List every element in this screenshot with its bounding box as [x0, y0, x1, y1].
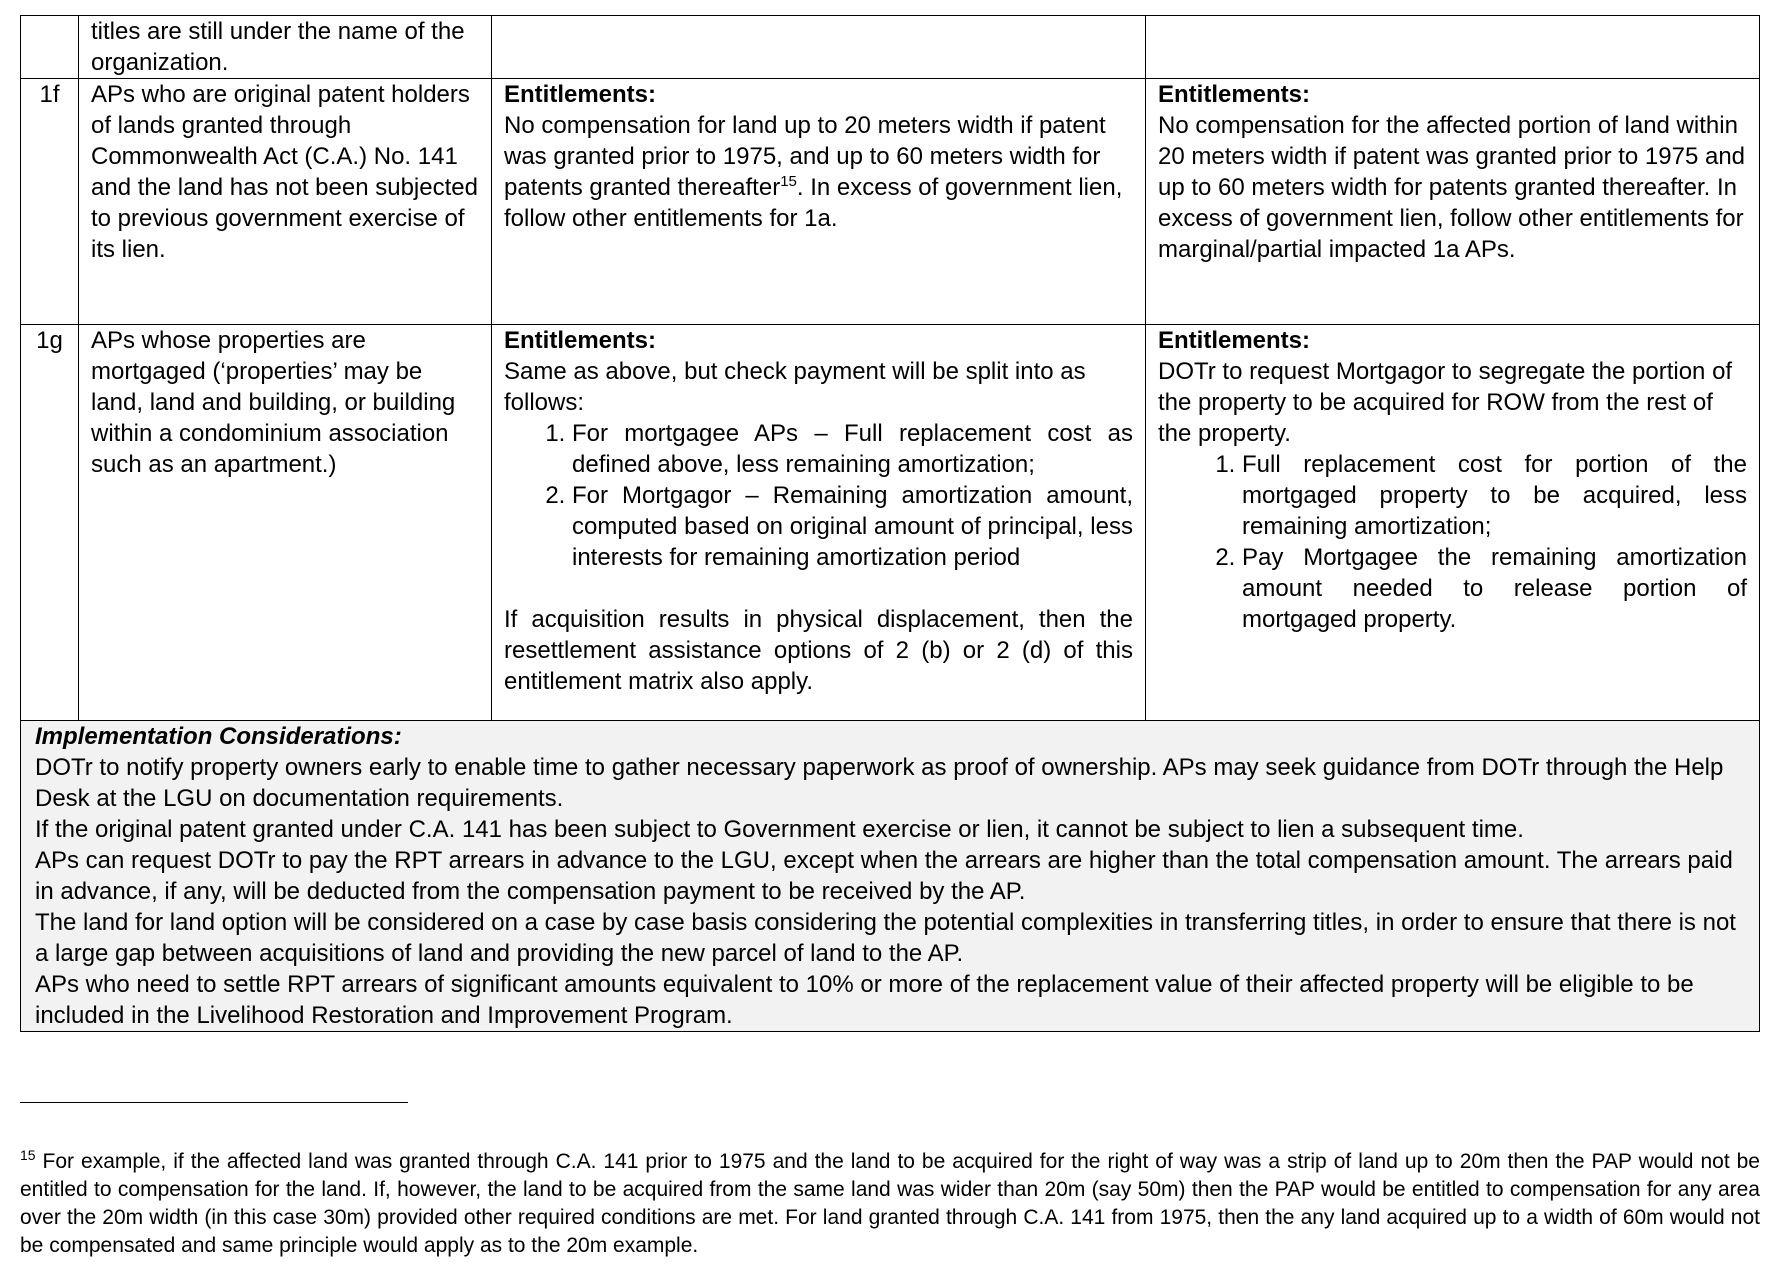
entitlements-list — [1158, 449, 1747, 635]
implementation-paragraph: DOTr to notify property owners early to enable time to gather necessary paperwork as proof of ownership. APs may seek guidance from DOTr through the Help Desk at the LGU on documentation requirements. — [35, 754, 1724, 812]
implementation-row — [21, 721, 1760, 1032]
entitlements-list — [504, 418, 1133, 573]
ap-description-cell: titles are still under the name of the organization. — [79, 16, 492, 79]
list-item: 2. Pay Mortgagee the remaining amortization amount needed to release portion of mortgaged property. — [1242, 542, 1747, 635]
list-item: 1. For mortgagee APs – Full replacement cost as defined above, less remaining amortization; — [572, 418, 1133, 480]
implementation-considerations-cell — [21, 721, 1760, 1032]
entitlements-cell — [492, 325, 1146, 721]
row-id-cell: 1f — [21, 79, 79, 325]
ap-description-cell: APs whose properties are mortgaged (‘properties’ may be land, land and building, or building within a condominium association such as an apartment.) — [79, 325, 492, 721]
entitlements-cell — [1146, 79, 1760, 325]
row-id-cell — [21, 16, 79, 79]
ap-description-cell: APs who are original patent holders of lands granted through Commonwealth Act (C.A.) No. 141 and the land has not been subjected to previous government exercise of its lien. — [79, 79, 492, 325]
entitlements-heading: Entitlements: — [1158, 327, 1311, 354]
implementation-paragraph: APs can request DOTr to pay the RPT arrears in advance to the LGU, except when the arrears are higher than the total compensation amount. The arrears paid in advance, if any, will be deducted from the compensation payment to be received by the AP. — [35, 847, 1733, 905]
footnote-text: For example, if the affected land was granted through C.A. 141 prior to 1975 and the land to be acquired for the right of way was a strip of land up to 20m then the PAP would not be entitled to compensation for the land. If, however, the land to be acquired from the same land was wider than 20m (say 50m) then the PAP would be entitled to compensation for any area over the 20m width (in this case 30m) provided other required conditions are met. For land granted through C.A. 141 from 1975, then the any land acquired up to a width of 60m would not be compensated and same principle would apply as to the 20m example. — [20, 1150, 1760, 1257]
entitlements-text — [504, 110, 1133, 234]
table-row-continued — [21, 16, 1760, 79]
table-row-1g — [21, 325, 1760, 721]
list-item: 1. Full replacement cost for portion of the mortgaged property to be acquired, less remaining amortization; — [1242, 449, 1747, 542]
entitlements-heading: Entitlements: — [504, 81, 657, 108]
entitlements-heading: Entitlements: — [504, 327, 657, 354]
entitlements-text: No compensation for the affected portion of land within 20 meters width if patent was granted prior to 1975 and up to 60 meters width for patents granted thereafter. In excess of government lien, follow other entitlements for marginal/partial impacted 1a APs. — [1158, 112, 1746, 263]
footnote-separator — [20, 1102, 408, 1103]
footnote-number: 15 — [20, 1147, 36, 1163]
entitlements-cell — [492, 79, 1146, 325]
displacement-note: If acquisition results in physical displacement, then the resettlement assistance options of 2 (b) or 2 (d) of this entitlement matrix also apply. — [504, 606, 1133, 695]
table-row-1f — [21, 79, 1760, 325]
entitlements-intro: Same as above, but check payment will be split into as follows: — [504, 358, 1086, 416]
entitlements-heading: Entitlements: — [1158, 81, 1311, 108]
entitlements-cell — [1146, 325, 1760, 721]
implementation-paragraph: If the original patent granted under C.A. 141 has been subject to Government exercise or lien, it cannot be subject to lien a subsequent time. — [35, 816, 1524, 843]
footnote-reference[interactable]: 15 — [780, 173, 797, 190]
entitlements-intro: DOTr to request Mortgagor to segregate the portion of the property to be acquired for ROW from the rest of the property. — [1158, 358, 1733, 447]
footnote — [20, 1148, 1760, 1260]
implementation-paragraph: The land for land option will be considered on a case by case basis considering the potential complexities in transferring titles, in order to ensure that there is not a large gap between acquisitions of land and providing the new parcel of land to the AP. — [35, 909, 1736, 967]
row-id-cell: 1g — [21, 325, 79, 721]
entitlements-text-part: . In excess of government lien, follow other entitlements for 1a. — [504, 174, 1123, 232]
entitlements-cell — [492, 16, 1146, 79]
entitlements-cell — [1146, 16, 1760, 79]
implementation-paragraph: APs who need to settle RPT arrears of significant amounts equivalent to 10% or more of the replacement value of their affected property will be eligible to be included in the Livelihood Restoration and Improvement Program. — [35, 971, 1694, 1029]
implementation-title: Implementation Considerations: — [35, 723, 402, 750]
entitlements-text-part: No compensation for land up to 20 meters width if patent was granted prior to 1975, and up to 60 meters width for patents granted thereafter — [504, 112, 1106, 201]
entitlement-matrix-table — [20, 15, 1760, 1032]
list-item: 2. For Mortgagor – Remaining amortization amount, computed based on original amount of principal, less interests for remaining amortization period — [572, 480, 1133, 573]
